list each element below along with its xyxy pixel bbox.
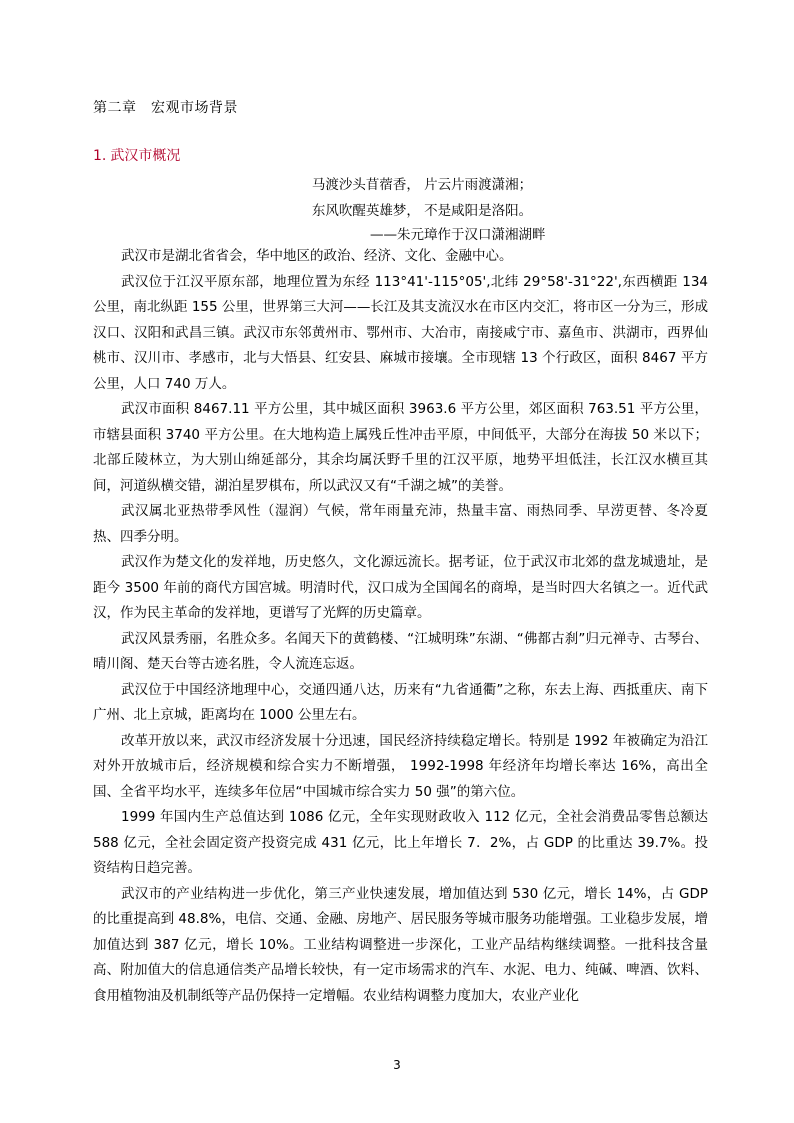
paragraph: 武汉位于江汉平原东部，地理位置为东经 113°41'-115°05',北纬 29°58'-31°22',东西横距 134 公里，南北纵距 155 公里，世界第三大河——长江及其支流汉水在市区内交汇，将市区一分为三，形成汉口、汉阳和武昌三镇。武汉市东邻黄州市、鄂州市、大冶市，南接咸宁市、嘉鱼市、洪湖市，西界仙桃市、汉川市、孝感市，北与大悟县、红安县、麻城市接壤。全市现辖 13 个行政区，面积 8467 平方公里，人口 740 万人。 [93,273,708,392]
chapter-title: 第二章 宏观市场背景 [93,100,238,116]
paragraph: 1999 年国内生产总值达到 1086 亿元，全年实现财政收入 112 亿元，全社会消费品零售总额达 588 亿元，全社会固定资产投资完成 431 亿元，比上年增长 7．2%，占 GDP 的比重达 39.7%。投资结构日趋完善。 [93,809,708,876]
poem-line-2: 东风吹醒英雄梦， 不是咸阳是洛阳。 [311,203,533,219]
poem-line-1: 马渡沙头苜蓿香， 片云片雨渡潇湘； [311,177,533,193]
section-number: 1. [93,148,107,164]
paragraph: 武汉风景秀丽，名胜众多。名闻天下的黄鹤楼、“江城明珠”东湖、“佛都古刹”归元禅寺、古琴台、晴川阁、楚天台等古迹名胜，令人流连忘返。 [93,630,708,672]
body-text [93,244,708,1009]
paragraph: 武汉位于中国经济地理中心，交通四通八达，历来有“九省通衢”之称，东去上海、西抵重庆、南下广州、北上京城，距离均在 1000 公里左右。 [93,681,708,723]
section-heading [93,145,180,165]
paragraph: 武汉市面积 8467.11 平方公里，其中城区面积 3963.6 平方公里，郊区面积 763.51 平方公里，市辖县面积 3740 平方公里。在大地构造上属残丘性冲击平原，中间低平，大部分在海拔 50 米以下；北部丘陵林立，为大别山绵延部分，其余均属沃野千里的江汉平原，地势平坦低洼，长江汉水横亘其间，河道纵横交错，湖泊星罗棋布，所以武汉又有“千湖之城”的美誉。 [93,401,708,494]
paragraph: 武汉作为楚文化的发祥地，历史悠久，文化源远流长。据考证，位于武汉市北郊的盘龙城遗址，是距今 3500 年前的商代方国宫城。明清时代，汉口成为全国闻名的商埠，是当时四大名镇之一。近代武汉，作为民主革命的发祥地，更谱写了光辉的历史篇章。 [93,554,708,621]
paragraph: 改革开放以来，武汉市经济发展十分迅速，国民经济持续稳定增长。特别是 1992 年被确定为沿江对外开放城市后，经济规模和综合实力不断增强， 1992-1998 年经济年均增长率达 16%，高出全国、全省平均水平，连续多年位居“中国城市综合实力 50 强”的第六位。 [93,732,708,800]
poem-attribution: ——朱元璋作于汉口潇湘湖畔 [370,227,546,243]
paragraph: 武汉属北亚热带季风性（湿润）气候，常年雨量充沛，热量丰富、雨热同季、早涝更替、冬冷夏热、四季分明。 [93,503,708,545]
paragraph: 武汉市是湖北省省会，华中地区的政治、经济、文化、金融中心。 [121,248,513,264]
paragraph: 武汉市的产业结构进一步优化，第三产业快速发展，增加值达到 530 亿元，增长 14%，占 GDP 的比重提高到 48.8%，电信、交通、金融、房地产、居民服务等城市服务功能增强。工业稳步发展，增加值达到 387 亿元，增长 10%。工业结构调整进一步深化，工业产品结构继续调整。一批科技含量高、附加值大的信息通信类产品增长较快，有一定市场需求的汽车、水泥、电力、纯碱、啤酒、饮料、食用植物油及机制纸等产品仍保持一定增幅。农业结构调整力度加大，农业产业化 [93,885,708,1004]
section-title: 武汉市概况 [110,148,181,164]
page-number: 3 [393,1058,401,1072]
